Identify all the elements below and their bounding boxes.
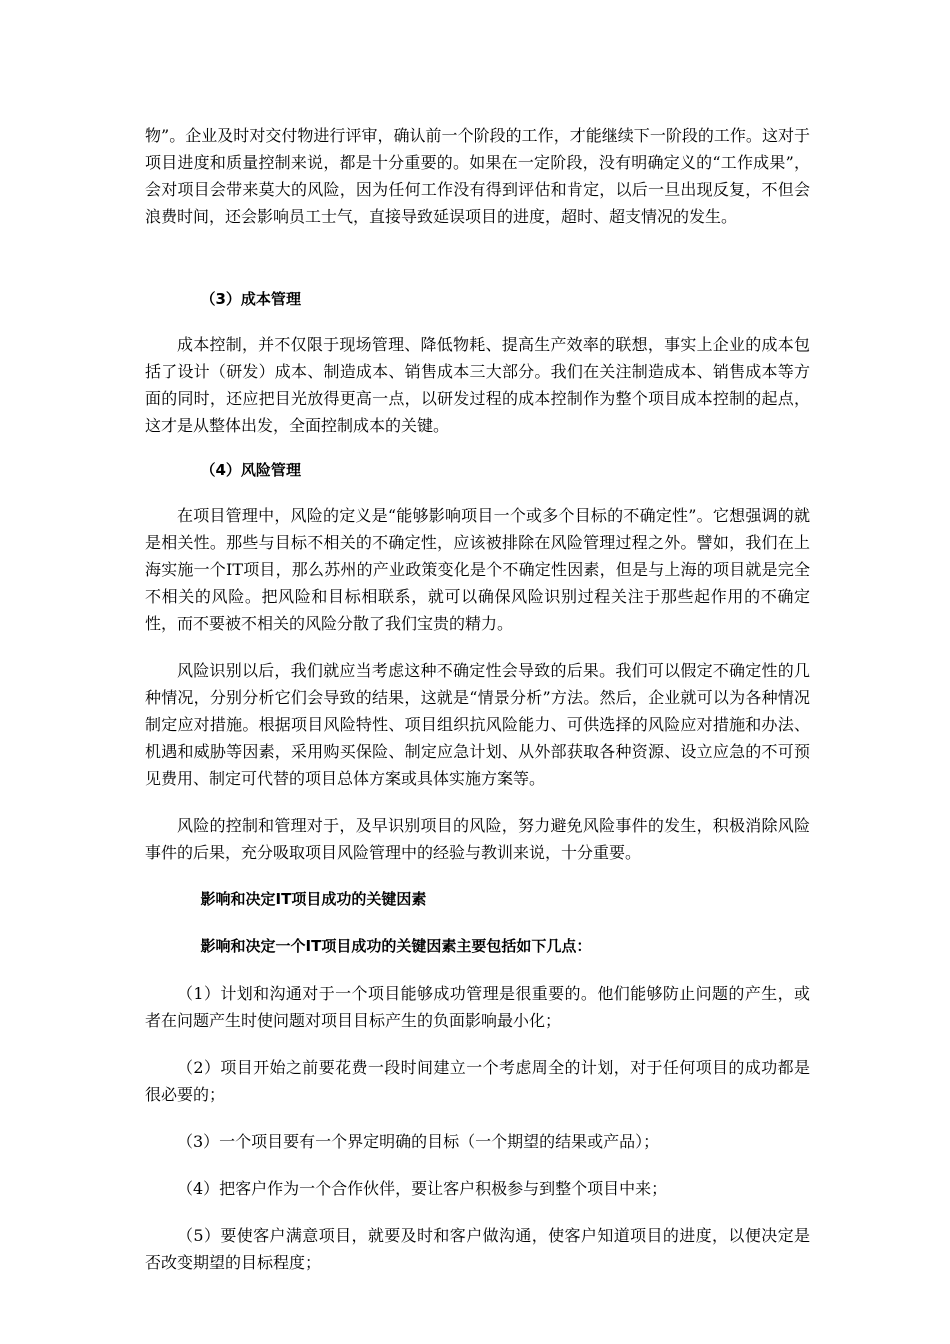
list-item: （2）项目开始之前要花费一段时间建立一个考虑周全的计划，对于任何项目的成功都是很必要的； <box>145 1058 810 1104</box>
paragraph-deliverables: 物”。企业及时对交付物进行评审，确认前一个阶段的工作，才能继续下一阶段的工作。这对于项目进度和质量控制来说，都是十分重要的。如果在一定阶段，没有明确定义的“工作成果”，会对项目会带来莫大的风险，因为任何工作没有得到评估和肯定，以后一旦出现反复，不但会浪费时间，还会影响员工士气，直接导致延误项目的进度，超时、超支情况的发生。 <box>145 126 810 226</box>
paragraph-risk-identification: 风险识别以后，我们就应当考虑这种不确定性会导致的后果。我们可以假定不确定性的几种情况，分别分析它们会导致的结果，这就是“情景分析”方法。然后，企业就可以为各种情况制定应对措施。根据项目风险特性、项目组织抗风险能力、可供选择的风险应对措施和办法、机遇和威胁等因素，采用购买保险、制定应急计划、从外部获取各种资源、设立应急的不可预见费用、制定可代替的项目总体方案或具体实施方案等。 <box>145 661 810 788</box>
list-item: （5）要使客户满意项目，就要及时和客户做沟通，使客户知道项目的进度，以便决定是否改变期望的目标程度； <box>145 1226 810 1272</box>
heading-cost-management: （3）成本管理 <box>200 290 301 308</box>
list-item: （1）计划和沟通对于一个项目能够成功管理是很重要的。他们能够防止问题的产生，或者在问题产生时使问题对项目目标产生的负面影响最小化； <box>145 984 810 1030</box>
list-item: （3）一个项目要有一个界定明确的目标（一个期望的结果或产品）； <box>177 1132 660 1151</box>
list-item: （4）把客户作为一个合作伙伴，要让客户积极参与到整个项目中来； <box>177 1179 668 1198</box>
paragraph-risk-definition: 在项目管理中，风险的定义是“能够影响项目一个或多个目标的不确定性”。它想强调的就是相关性。那些与目标不相关的不确定性，应该被排除在风险管理过程之外。譬如，我们在上海实施一个IT项目，那么苏州的产业政策变化是个不确定性因素，但是与上海的项目就是完全不相关的风险。把风险和目标相联系，就可以确保风险识别过程关注于那些起作用的不确定性，而不要被不相关的风险分散了我们宝贵的精力。 <box>145 506 810 633</box>
heading-key-factors: 影响和决定IT项目成功的关键因素 <box>200 890 427 908</box>
heading-key-factors-intro: 影响和决定一个IT项目成功的关键因素主要包括如下几点： <box>200 937 592 955</box>
document-page <box>145 122 810 1276</box>
paragraph-risk-control: 风险的控制和管理对于，及早识别项目的风险，努力避免风险事件的发生，积极消除风险事件的后果，充分吸取项目风险管理中的经验与教训来说，十分重要。 <box>145 816 810 862</box>
paragraph-cost-control: 成本控制，并不仅限于现场管理、降低物耗、提高生产效率的联想，事实上企业的成本包括了设计（研发）成本、制造成本、销售成本三大部分。我们在关注制造成本、销售成本等方面的同时，还应把目光放得更高一点，以研发过程的成本控制作为整个项目成本控制的起点，这才是从整体出发，全面控制成本的关键。 <box>145 335 810 435</box>
heading-risk-management: （4）风险管理 <box>200 461 301 479</box>
